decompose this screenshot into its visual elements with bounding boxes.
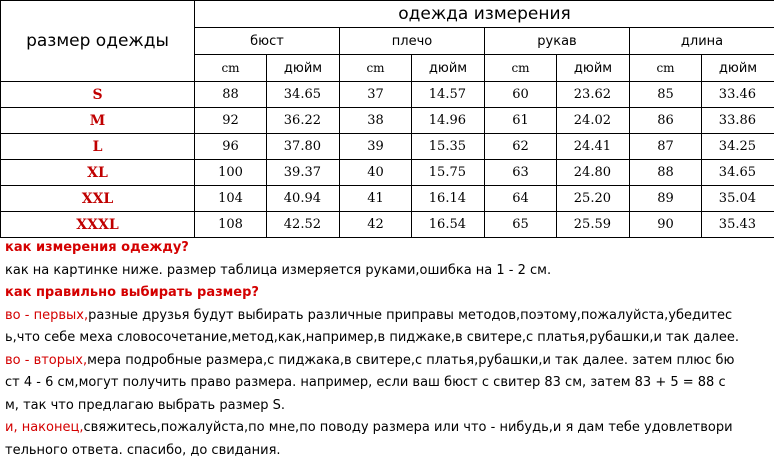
unit-cm: cm	[340, 55, 412, 82]
paragraph-second-end: м, так что предлагаю выбрать размер S.	[5, 397, 286, 413]
size-label: XL	[1, 160, 195, 186]
value-inch: 14.96	[412, 108, 485, 134]
question-how-to-choose: как правильно выбирать размер?	[5, 285, 259, 300]
value-inch: 34.25	[702, 134, 774, 160]
paragraph-final-line	[5, 417, 771, 440]
value-cm: 89	[630, 186, 702, 212]
table-row	[1, 212, 774, 238]
value-cm: 61	[485, 108, 557, 134]
value-inch: 36.22	[267, 108, 340, 134]
value-cm: 85	[630, 82, 702, 108]
value-inch: 23.62	[557, 82, 630, 108]
value-cm: 86	[630, 108, 702, 134]
value-inch: 42.52	[267, 212, 340, 238]
value-inch: 25.59	[557, 212, 630, 238]
bust-header: бюст	[195, 28, 340, 55]
table-row	[1, 108, 774, 134]
value-cm: 92	[195, 108, 267, 134]
value-inch: 16.14	[412, 186, 485, 212]
unit-inch: дюйм	[412, 55, 485, 82]
value-inch: 35.04	[702, 186, 774, 212]
paragraph-second-cont: ст 4 - 6 см,могут получить право размера. например, если ваш бюст с свитер 83 см, затем 83 + 5 = 88 с	[5, 375, 726, 390]
paragraph-final-cont: тельного ответа. спасибо, до свидания.	[5, 442, 281, 458]
value-inch: 40.94	[267, 186, 340, 212]
value-cm: 108	[195, 212, 267, 238]
size-label: M	[1, 108, 195, 134]
second-lead: во - вторых,	[5, 352, 88, 368]
final-text: свяжитесь,пожалуйста,по мне,по поводу размера или что - нибудь,и я дам тебе удовлетвори	[83, 420, 733, 435]
unit-inch: дюйм	[267, 55, 340, 82]
second-text: мера подробные размера,с пиджака,в свитере,с платья,рубашки,и так далее. затем плюс бю	[87, 352, 735, 368]
shoulder-header: плечо	[340, 28, 485, 55]
answer-how-to-measure: как на картинке ниже. размер таблица измеряется руками,ошибка на 1 - 2 см.	[5, 262, 552, 278]
value-inch: 15.35	[412, 134, 485, 160]
value-cm: 39	[340, 134, 412, 160]
final-lead: и, наконец,	[5, 420, 84, 435]
sleeve-header: рукав	[485, 28, 630, 55]
value-cm: 42	[340, 212, 412, 238]
value-inch: 33.86	[702, 108, 774, 134]
value-inch: 25.20	[557, 186, 630, 212]
question-how-to-measure: как измерения одежду?	[5, 240, 189, 255]
value-cm: 65	[485, 212, 557, 238]
measurement-group-header: одежда измерения	[195, 1, 774, 28]
value-cm: 87	[630, 134, 702, 160]
notes-section	[5, 237, 771, 462]
value-cm: 63	[485, 160, 557, 186]
unit-cm: cm	[485, 55, 557, 82]
value-cm: 104	[195, 186, 267, 212]
value-cm: 40	[340, 160, 412, 186]
value-cm: 88	[195, 82, 267, 108]
value-cm: 60	[485, 82, 557, 108]
value-inch: 35.43	[702, 212, 774, 238]
unit-cm: cm	[630, 55, 702, 82]
value-inch: 24.02	[557, 108, 630, 134]
value-inch: 16.54	[412, 212, 485, 238]
value-inch: 39.37	[267, 160, 340, 186]
value-inch: 14.57	[412, 82, 485, 108]
paragraph-first-line	[5, 305, 771, 328]
table-row	[1, 186, 774, 212]
unit-cm: cm	[195, 55, 267, 82]
value-inch: 37.80	[267, 134, 340, 160]
table-row	[1, 82, 774, 108]
unit-inch: дюйм	[702, 55, 774, 82]
size-label: S	[1, 82, 195, 108]
first-lead: во - первых,	[5, 307, 89, 323]
value-cm: 62	[485, 134, 557, 160]
value-inch: 24.41	[557, 134, 630, 160]
paragraph-second-line	[5, 350, 771, 373]
value-cm: 41	[340, 186, 412, 212]
table-row	[1, 134, 774, 160]
size-column-header: размер одежды	[1, 1, 195, 82]
size-label: XXXL	[1, 212, 195, 238]
value-inch: 34.65	[702, 160, 774, 186]
value-inch: 33.46	[702, 82, 774, 108]
paragraph-first-cont: ь,что себе меха словосочетание,метод,как,например,в пиджаке,в свитере,с платья,рубашки,и так далее.	[5, 330, 739, 345]
value-cm: 38	[340, 108, 412, 134]
first-text: разные друзья будут выбирать различные приправы методов,поэтому,пожалуйста,убедитес	[88, 307, 733, 323]
value-inch: 24.80	[557, 160, 630, 186]
size-label: XXL	[1, 186, 195, 212]
value-cm: 90	[630, 212, 702, 238]
value-cm: 96	[195, 134, 267, 160]
value-inch: 15.75	[412, 160, 485, 186]
length-header: длина	[630, 28, 774, 55]
table-row	[1, 160, 774, 186]
value-cm: 37	[340, 82, 412, 108]
value-cm: 88	[630, 160, 702, 186]
value-cm: 64	[485, 186, 557, 212]
value-cm: 100	[195, 160, 267, 186]
unit-inch: дюйм	[557, 55, 630, 82]
value-inch: 34.65	[267, 82, 340, 108]
size-label: L	[1, 134, 195, 160]
